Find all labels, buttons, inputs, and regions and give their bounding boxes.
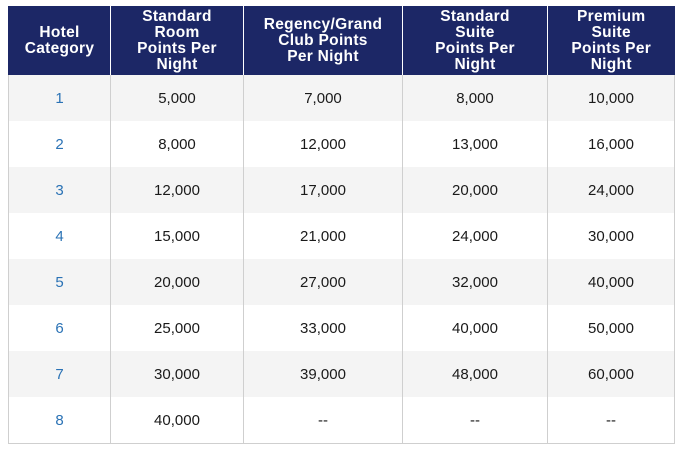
regency-club-points: 12,000 xyxy=(244,121,403,167)
header-line: Night xyxy=(454,55,496,73)
header-line: Regency/Grand xyxy=(263,15,383,33)
header-regency-club xyxy=(244,6,403,75)
standard-room-points: 5,000 xyxy=(111,75,244,121)
standard-room-points: 25,000 xyxy=(111,305,244,351)
standard-room-points: 30,000 xyxy=(111,351,244,397)
table-row xyxy=(9,121,675,167)
table-body xyxy=(9,75,675,444)
header-line: Room xyxy=(154,23,200,41)
premium-suite-points: 40,000 xyxy=(548,259,675,305)
premium-suite-points: 50,000 xyxy=(548,305,675,351)
regency-club-points: 7,000 xyxy=(244,75,403,121)
points-table xyxy=(8,6,675,444)
table-row xyxy=(9,351,675,397)
header-hotel-category xyxy=(9,6,111,75)
regency-club-points: 17,000 xyxy=(244,167,403,213)
standard-suite-points: 24,000 xyxy=(403,213,548,259)
header-line: Points Per xyxy=(137,39,217,57)
header-line: Category xyxy=(24,39,95,57)
standard-suite-points: 48,000 xyxy=(403,351,548,397)
points-table-container xyxy=(8,6,674,444)
header-row xyxy=(9,6,675,75)
header-line: Points Per xyxy=(571,39,652,57)
standard-room-points: 15,000 xyxy=(111,213,244,259)
standard-suite-points: 13,000 xyxy=(403,121,548,167)
table-header xyxy=(9,6,675,75)
regency-club-points: 21,000 xyxy=(244,213,403,259)
standard-room-points: 40,000 xyxy=(111,397,244,444)
header-line: Suite xyxy=(591,23,631,41)
premium-suite-points: -- xyxy=(548,397,675,444)
standard-suite-points: -- xyxy=(403,397,548,444)
header-standard-suite xyxy=(403,6,548,75)
category-link[interactable]: 7 xyxy=(9,351,111,397)
header-line: Per Night xyxy=(287,47,359,65)
table-row xyxy=(9,259,675,305)
table-row xyxy=(9,213,675,259)
category-link[interactable]: 2 xyxy=(9,121,111,167)
table-row xyxy=(9,305,675,351)
table-row xyxy=(9,167,675,213)
header-line: Night xyxy=(156,55,198,73)
header-line: Premium xyxy=(577,7,646,25)
standard-room-points: 20,000 xyxy=(111,259,244,305)
header-standard-room xyxy=(111,6,244,75)
standard-room-points: 8,000 xyxy=(111,121,244,167)
header-line: Points Per xyxy=(435,39,515,57)
header-line: Club Points xyxy=(278,31,368,49)
table-row xyxy=(9,75,675,121)
premium-suite-points: 24,000 xyxy=(548,167,675,213)
category-link[interactable]: 6 xyxy=(9,305,111,351)
header-line: Standard xyxy=(440,7,510,25)
standard-suite-points: 20,000 xyxy=(403,167,548,213)
header-premium-suite xyxy=(548,6,675,75)
premium-suite-points: 30,000 xyxy=(548,213,675,259)
category-link[interactable]: 8 xyxy=(9,397,111,444)
regency-club-points: 27,000 xyxy=(244,259,403,305)
table-row xyxy=(9,397,675,444)
regency-club-points: -- xyxy=(244,397,403,444)
header-line: Suite xyxy=(455,23,495,41)
standard-suite-points: 40,000 xyxy=(403,305,548,351)
category-link[interactable]: 3 xyxy=(9,167,111,213)
header-line: Standard xyxy=(142,7,212,25)
category-link[interactable]: 4 xyxy=(9,213,111,259)
category-link[interactable]: 1 xyxy=(9,75,111,121)
regency-club-points: 39,000 xyxy=(244,351,403,397)
standard-room-points: 12,000 xyxy=(111,167,244,213)
header-line: Hotel xyxy=(39,23,80,41)
premium-suite-points: 16,000 xyxy=(548,121,675,167)
header-line: Night xyxy=(590,55,632,73)
premium-suite-points: 10,000 xyxy=(548,75,675,121)
premium-suite-points: 60,000 xyxy=(548,351,675,397)
standard-suite-points: 8,000 xyxy=(403,75,548,121)
standard-suite-points: 32,000 xyxy=(403,259,548,305)
category-link[interactable]: 5 xyxy=(9,259,111,305)
regency-club-points: 33,000 xyxy=(244,305,403,351)
